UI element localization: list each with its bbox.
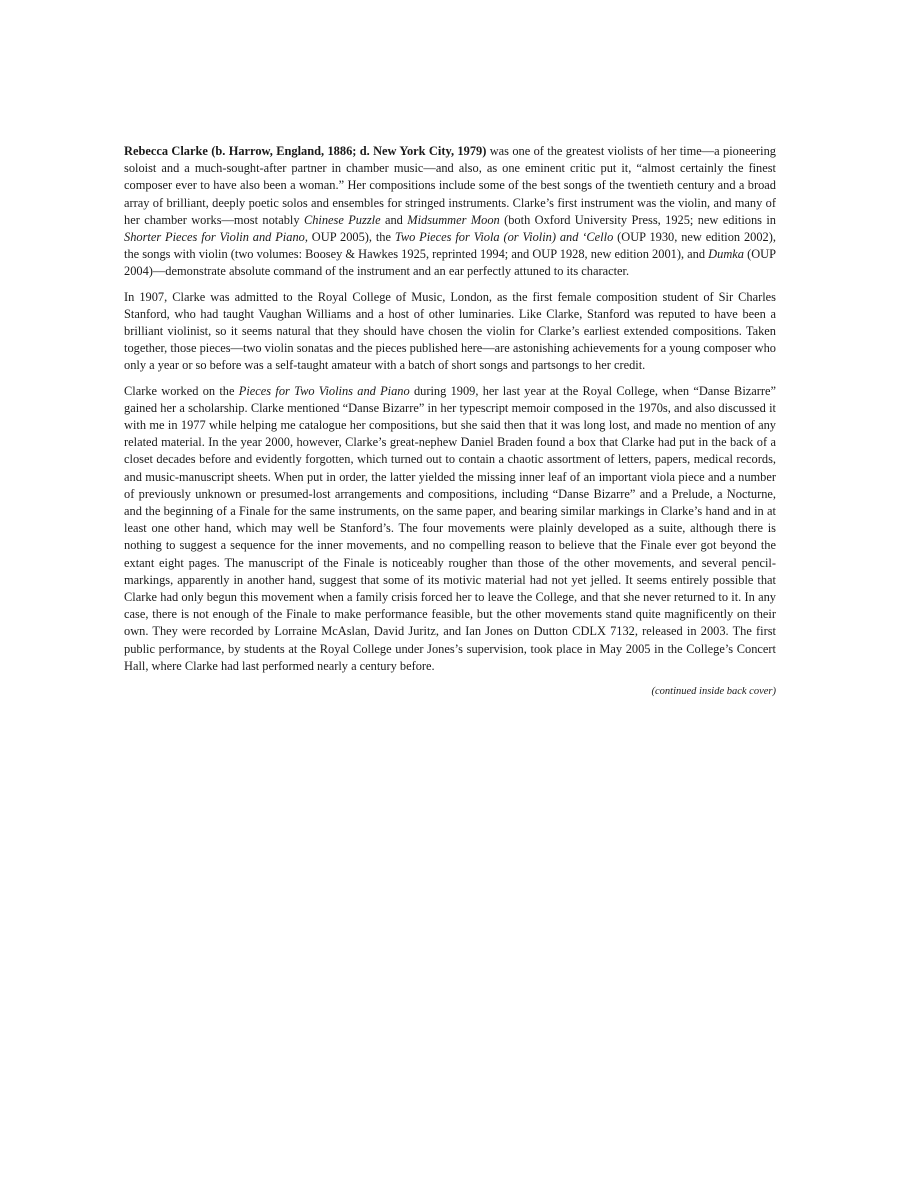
italic-title: Pieces for Two Violins and Piano — [238, 383, 410, 398]
text-run: and — [380, 212, 408, 227]
bold-text: Rebecca Clarke (b. Harrow, England, 1886; d. New York City, 1979) — [124, 144, 487, 158]
text-run: was one of the greatest violists of her time—a pioneering soloist and a much-sought-after partner in chamber music—and also, as one eminent critic put it, “almost certainly the finest composer ever to have also been a woman.” Her compositions include some of the best songs of the twentieth century and a broad array of brilliant, deeply poetic solos and ensembles for stringed instruments. Clarke’s first instrument was the violin, and many of her chamber works—most notably — [124, 144, 776, 227]
italic-title: Shorter Pieces for Violin and Piano — [124, 230, 305, 245]
text-run: In 1907, Clarke was admitted to the Royal College of Music, London, as the first female composition student of Sir Charles Stanford, who had taught Vaughan Williams and a host of other luminaries. Like Clarke, Stanford was reputed to have been a brilliant violinist, so it seems natural that they should have chosen the violin for Clarke’s earliest extended compositions. Taken together, those pieces—two violin sonatas and the pieces published here—are astonishing achievements for a young composer who only a year or so before was a self-taught amateur with a batch of short songs and partsongs to her credit. — [124, 289, 776, 373]
text-run: during 1909, her last year at the Royal College, when “Danse Bizarre” gained her a scholarship. Clarke mentioned “Danse Bizarre” in her typescript memoir composed in the 1970s, and also discussed it with me in 1977 while helping me catalogue her compositions, but she said then that it was long lost, and made no mention of any related material. In the year 2000, however, Clarke’s great-nephew Daniel Braden found a box that Clarke had put in the back of a closet decades before and evidently forgotten, which turned out to contain a chaotic assortment of letters, papers, medical records, and music-manuscript sheets. When put in order, the latter yielded the missing inner leaf of an important viola piece and a number of previously unknown or presumed-lost arrangements and compositions, including “Danse Bizarre” and a Prelude, a Nocturne, and the beginning of a Finale for the same instruments, on the same paper, and bearing similar markings in Clarke’s hand and in at least one other hand, which may well be Stanford’s. The four movements were plainly developed as a suite, although there is nothing to suggest a sequence for the inner movements, and no compelling reason to believe that the Finale ever got beyond the extant eight pages. The manuscript of the Finale is noticeably rougher than those of the other movements, and several pencil-markings, apparently in another hand, suggest that some of its motivic material had not yet jelled. It seems entirely possible that Clarke had only begun this movement when a family crisis forced her to leave the College, and that she never returned to it. In any case, there is not enough of the Finale to make performance feasible, but the other movements stand quite magnificently on their own. They were recorded by Lorraine McAslan, David Juritz, and Ian Jones on Dutton CDLX 7132, released in 2003. The first public performance, by students at the Royal College under Jones’s supervision, took place in May 2005 in the College’s Concert Hall, where Clarke had last performed nearly a century before. — [124, 383, 777, 673]
text-run: Clarke worked on the — [124, 383, 239, 398]
continued-note: (continued inside back cover) — [651, 686, 776, 698]
italic-title: Dumka — [708, 247, 744, 262]
text-run: , OUP 2005), the — [304, 230, 395, 245]
italic-title: Midsummer Moon — [407, 212, 500, 227]
paragraph-2 — [124, 289, 776, 375]
text-run: (OUP 1930, new edition 2002), the songs with violin (two volumes: Boosey & Hawkes 1925, reprinted 1994; and OUP 1928, new edition 2001), and — [124, 230, 776, 262]
italic-title: Two Pieces for Viola (or Violin) and ‘Cello — [394, 230, 614, 245]
paragraph-3 — [124, 383, 776, 675]
text-run: (OUP 2004)—demonstrate absolute command of the instrument and an ear perfectly attuned to its character. — [124, 247, 776, 279]
paragraph-1 — [124, 143, 776, 281]
italic-title: Chinese Puzzle — [303, 212, 381, 227]
body-text — [124, 143, 776, 699]
text-run: (both Oxford University Press, 1925; new editions in — [499, 212, 777, 227]
